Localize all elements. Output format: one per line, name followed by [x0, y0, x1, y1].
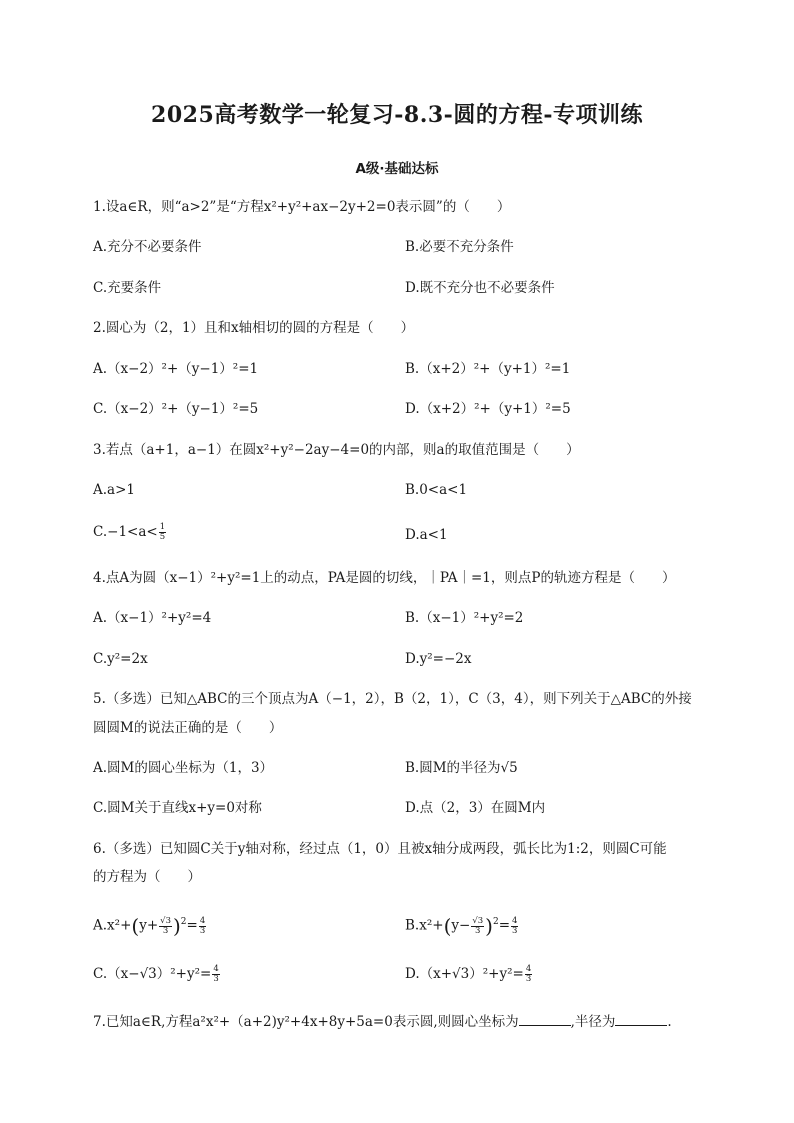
fraction-four-thirds: $\frac{4}{3}$: [512, 915, 518, 936]
fraction-root3-over-3: $\frac{√3}{3}$: [160, 915, 171, 936]
question-7-stem: 7.已知a∈R,方程a²x²+（a+2)y²+4x+8y+5a=0表示圆,则圆心坐标为 ,半径为 .: [93, 1011, 672, 1032]
question-6-option-b: B.x²+(y− $\frac{√3}{3}$ )$^2$= $\frac{4}{3}$: [405, 914, 518, 938]
fraction-four-thirds: $\frac{4}{3}$: [213, 964, 219, 984]
question-5-option-b: B.圆M的半径为√5: [405, 760, 518, 776]
fraction-root3-over-3: $\frac{√3}{3}$: [472, 915, 484, 936]
question-1-option-a: A.充分不必要条件: [93, 239, 202, 255]
question-2-option-c: C.（x−2）²+（y−1）²=5: [93, 401, 259, 417]
question-6-stem-line-1: 6.（多选）已知圆C关于y轴对称，经过点（1，0）且被x轴分成两段，弧长比为1:2，则圆C可能: [93, 841, 667, 857]
question-3-option-b: B.0<a<1: [405, 482, 468, 498]
question-4-option-c: C.y²=2x: [93, 651, 148, 667]
question-4-stem: 4.点A为圆（x−1）²+y²=1上的动点，PA是圆的切线，｜PA｜=1，则点P的轨迹方程是（ ）: [93, 570, 676, 586]
question-6-stem-line-2: 的方程为（ ）: [93, 869, 201, 885]
question-5-stem-line-2: 圆圆M的说法正确的是（ ）: [93, 720, 283, 736]
question-3-option-d: D.a<1: [405, 527, 448, 543]
question-6-option-d: D.（x+√3）²+y²= $\frac{4}{3}$: [405, 964, 532, 984]
question-4-option-a: A.（x−1）²+y²=4: [93, 610, 212, 626]
question-2-option-d: D.（x+2）²+（y+1）²=5: [405, 401, 571, 417]
question-6-option-a: A.x²+(y+ $\frac{√3}{3}$ )$^2$= $\frac{4}{3}$: [93, 914, 206, 938]
question-4-option-b: B.（x−1）²+y²=2: [405, 610, 524, 626]
question-2-option-b: B.（x+2）²+（y+1）²=1: [405, 361, 571, 377]
question-5-option-a: A.圆M的圆心坐标为（1，3）: [93, 760, 274, 776]
question-5-stem-line-1: 5.（多选）已知△ABC的三个顶点为A（−1，2），B（2，1），C（3，4），则下列关于△ABC的外接: [93, 691, 692, 707]
question-1-option-c: C.充要条件: [93, 280, 162, 296]
answer-blank-radius[interactable]: [615, 1011, 667, 1026]
question-3-option-c-text: C.−1<a<: [93, 524, 158, 540]
section-heading: A级·基础达标: [355, 161, 439, 177]
question-2-stem: 2.圆心为（2，1）且和x轴相切的圆的方程是（ ）: [93, 320, 415, 336]
question-3-option-c: [93, 522, 167, 542]
question-1-stem: 1.设a∈R，则“a>2”是“方程x²+y²+ax−2y+2=0表示圆”的（ ）: [93, 199, 511, 215]
question-3-stem: 3.若点（a+1，a−1）在圆x²+y²−2ay−4=0的内部，则a的取值范围是（ ）: [93, 442, 580, 458]
page-title: 2025高考数学一轮复习-8.3-圆的方程-专项训练: [151, 102, 643, 128]
question-5-option-c: C.圆M关于直线x+y=0对称: [93, 800, 262, 816]
answer-blank-center[interactable]: [519, 1011, 571, 1026]
question-2-option-a: A.（x−2）²+（y−1）²=1: [93, 361, 259, 377]
question-1-option-d: D.既不充分也不必要条件: [405, 280, 555, 296]
fraction-four-thirds: $\frac{4}{3}$: [199, 915, 206, 936]
question-1-option-b: B.必要不充分条件: [405, 239, 514, 255]
fraction-one-fifth: $\frac{1}{5}$: [159, 522, 166, 542]
fraction-four-thirds: $\frac{4}{3}$: [525, 964, 532, 984]
question-5-option-d: D.点（2，3）在圆M内: [405, 800, 546, 816]
question-6-option-c: C.（x−√3）²+y²= $\frac{4}{3}$: [93, 964, 219, 984]
question-4-option-d: D.y²=−2x: [405, 651, 472, 667]
question-3-option-a: A.a>1: [93, 482, 135, 498]
